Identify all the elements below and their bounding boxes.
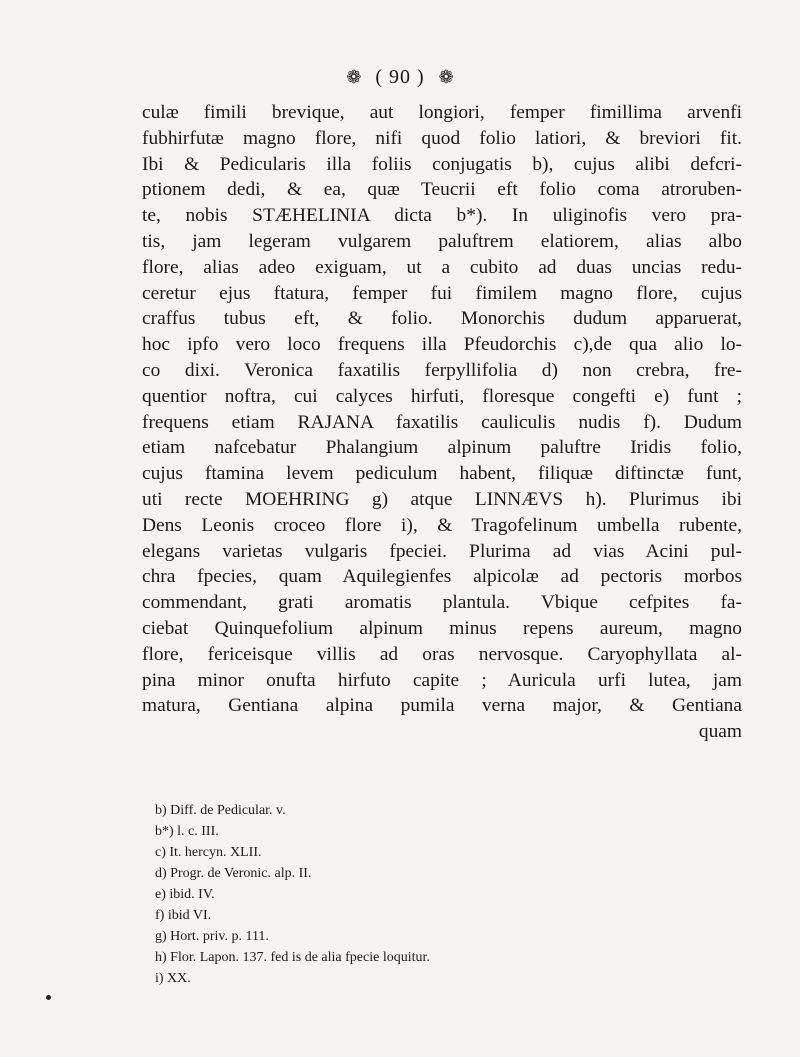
text-line: chra fpecies, quam Aquilegienfes alpicolæ ad pectoris morbos	[142, 566, 742, 588]
text-line: frequens etiam RAJANA faxatilis cauliculis nudis f). Dudum	[142, 411, 742, 433]
text-line: co dixi. Veronica faxatilis ferpyllifolia d) non crebra, fre-	[142, 359, 742, 381]
footnote: b*) l. c. III.	[155, 824, 219, 839]
text-line: fubhirfutæ magno flore, nifi quod folio latiori, & breviori fit.	[142, 127, 742, 149]
text-line: hoc ipfo vero loco frequens illa Pfeudorchis c),de qua alio lo-	[142, 334, 742, 356]
text-line: etiam nafcebatur Phalangium alpinum paluftre Iridis folio,	[142, 437, 742, 459]
footnote: h) Flor. Lapon. 137. fed is de alia fpecie loquitur.	[155, 950, 430, 965]
text-line: flore, fericeisque villis ad oras nervosque. Caryophyllata al-	[142, 643, 742, 665]
text-line: flore, alias adeo exiguam, ut a cubito ad duas uncias redu-	[142, 256, 742, 278]
text-line: ptionem dedi, & ea, quæ Teucrii eft folio coma atroruben-	[142, 179, 742, 201]
ink-spot	[46, 995, 51, 1000]
footnote: g) Hort. priv. p. 111.	[155, 929, 269, 944]
catchword: quam	[698, 721, 742, 743]
footnotes	[155, 800, 675, 989]
left-ornament-icon: ❁	[346, 67, 362, 88]
text-line: cujus ftamina levem pediculum habent, filiquæ diftinctæ funt,	[142, 463, 742, 485]
text-line: Ibi & Pedicularis illa foliis conjugatis b), cujus alibi defcri-	[142, 153, 742, 175]
text-line: quentior noftra, cui calyces hirfuti, floresque congefti e) funt ;	[142, 385, 742, 407]
text-line: ciebat Quinquefolium alpinum minus repens aureum, magno	[142, 617, 742, 639]
text-line: craffus tubus eft, & folio. Monorchis dudum apparuerat,	[142, 308, 742, 330]
footnote: c) It. hercyn. XLII.	[155, 845, 262, 860]
text-line: ceretur ejus ftatura, femper fui fimilem magno flore, cujus	[142, 282, 742, 304]
footnote: d) Progr. de Veronic. alp. II.	[155, 866, 312, 881]
text-line: matura, Gentiana alpina pumila verna major, & Gentiana	[142, 695, 742, 717]
footnote: b) Diff. de Pedicular. v.	[155, 803, 286, 818]
page-number: ( 90 )	[375, 66, 425, 88]
text-line: culæ fimili brevique, aut longiori, femper fimillima arvenfi	[142, 102, 742, 123]
text-line: tis, jam legeram vulgarem paluftrem elatiorem, alias albo	[142, 230, 742, 252]
footnote: i) XX.	[155, 971, 191, 986]
text-line: uti recte MOEHRING g) atque LINNÆVS h). Plurimus ibi	[142, 488, 742, 510]
main-text-block	[142, 100, 742, 745]
text-line: elegans varietas vulgaris fpeciei. Plurima ad vias Acini pul-	[142, 540, 742, 562]
footnote: f) ibid VI.	[155, 908, 212, 923]
text-line: pina minor onufta hirfuto capite ; Auricula urfi lutea, jam	[142, 669, 742, 691]
text-line: te, nobis STÆHELINIA dicta b*). In uliginofis vero pra-	[142, 205, 742, 227]
right-ornament-icon: ❁	[438, 67, 454, 88]
page-header	[0, 66, 800, 89]
footnote: e) ibid. IV.	[155, 887, 215, 902]
text-line: commendant, grati aromatis plantula. Vbique cefpites fa-	[142, 592, 742, 614]
text-line: Dens Leonis croceo flore i), & Tragofelinum umbella rubente,	[142, 514, 742, 536]
